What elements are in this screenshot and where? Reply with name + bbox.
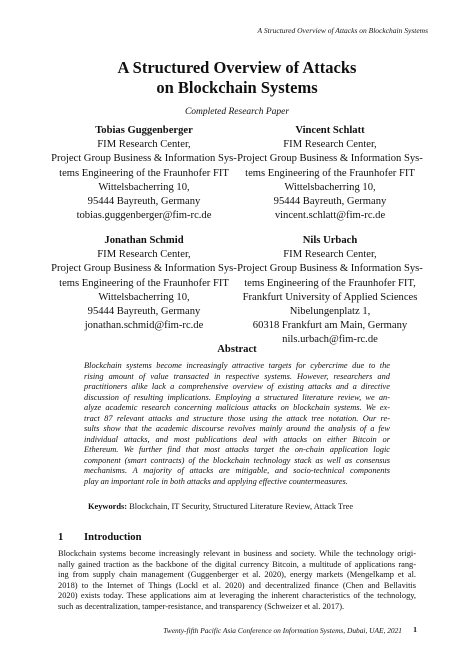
body-line: ing from supply chain management (Guggenberger et al. 2020), energy markets (Mengelkamp et al. xyxy=(58,570,416,580)
author-email: tobias.guggenberger@fim-rc.de xyxy=(76,210,212,222)
author-affiliation: Project Group Business & Information Sys- xyxy=(237,263,423,275)
author-affiliation: FIM Research Center, xyxy=(283,139,377,151)
body-line: such as decentralization, tamper-resistance, and transparency (Schweizer et al. 2017). xyxy=(58,601,345,611)
author-address: 60318 Frankfurt am Main, Germany xyxy=(252,320,408,332)
abstract-line: tract 87 relevant attacks and structure those using the attack tree notation. Our re- xyxy=(84,413,390,423)
author-affiliation: tems Engineering of the Fraunhofer FIT xyxy=(59,277,229,289)
body-line: 2018) to the Internet of Things (Lockl et al. 2020) and decentralized finance (Chen and Bellavitis xyxy=(58,580,416,590)
author-address: 95444 Bayreuth, Germany xyxy=(87,196,201,208)
author-email: nils.urbach@fim-rc.de xyxy=(282,334,378,346)
author-name: Tobias Guggenberger xyxy=(95,125,193,136)
author-affiliation: FIM Research Center, xyxy=(97,139,191,151)
body-line: nally gained traction as the backbone of the digital currency Bitcoin, a multitude of applications rang- xyxy=(58,559,416,569)
author-address: Wittelsbacherring 10, xyxy=(98,181,190,193)
keywords-list: Blockchain, IT Security, Structured Literature Review, Attack Tree xyxy=(129,502,354,511)
author-address: 95444 Bayreuth, Germany xyxy=(273,196,387,208)
abstract-line: rising amount of value transacted in respective systems. However, researchers and xyxy=(84,371,390,381)
keywords-label: Keywords: xyxy=(88,502,128,511)
abstract-heading: Abstract xyxy=(217,344,257,355)
keywords xyxy=(88,502,353,511)
abstract-line: mechanisms. A majority of attacks are mitigable, and socio-technical components xyxy=(84,466,390,476)
author-affiliation: FIM Research Center, xyxy=(97,249,191,261)
author-affiliation: FIM Research Center, xyxy=(283,249,377,261)
author-block xyxy=(44,124,244,223)
section-title: Introduction xyxy=(84,532,142,543)
author-block xyxy=(230,234,430,348)
author-affiliation: Project Group Business & Information Sys- xyxy=(51,263,237,275)
paper-title xyxy=(0,58,474,98)
author-name: Jonathan Schmid xyxy=(104,235,184,246)
author-affiliation: tems Engineering of the Fraunhofer FIT xyxy=(59,167,229,179)
author-email: vincent.schlatt@fim-rc.de xyxy=(274,210,386,222)
abstract-line: play an important role in both attacks and applying effective countermeasures. xyxy=(84,477,348,487)
author-name: Vincent Schlatt xyxy=(295,125,365,136)
abstract-line: discussion of resulting implications. Employing a structured literature review, we an- xyxy=(84,392,390,402)
title-line-1: A Structured Overview of Attacks xyxy=(117,58,357,77)
author-address: Wittelsbacherring 10, xyxy=(284,181,376,193)
section-heading xyxy=(58,532,142,543)
section-number: 1 xyxy=(58,532,64,543)
intro-paragraph xyxy=(58,549,416,612)
footer-text: Twenty-fifth Pacific Asia Conference on Information Systems, Dubai, UAE, 2021 xyxy=(163,626,402,635)
abstract-line: sults show that the academic discourse revolves mainly around the analysis of a few xyxy=(84,424,390,434)
page-footer xyxy=(163,626,402,635)
body-line: 2020) exists today. These applications aim at leveraging the inherent characteristics of the technology, xyxy=(58,591,416,601)
author-name: Nils Urbach xyxy=(302,235,358,246)
abstract-line: individual attacks, and most publications deal with attacks on either Bitcoin or xyxy=(84,434,390,444)
running-header: A Structured Overview of Attacks on Blockchain Systems xyxy=(257,26,428,35)
author-affiliation: Project Group Business & Information Sys- xyxy=(237,153,423,165)
author-address: Wittelsbacherring 10, xyxy=(98,291,190,303)
paper-type: Completed Research Paper xyxy=(184,107,290,117)
page-number: 1 xyxy=(413,625,417,634)
abstract-line: alyze academic research concerning malicious attacks on blockchain systems. We ex- xyxy=(84,403,390,413)
body-line: Blockchain systems become increasingly relevant in business and society. While the technology origi- xyxy=(58,549,416,558)
author-affiliation: Project Group Business & Information Sys- xyxy=(51,153,237,165)
abstract-text xyxy=(84,361,390,488)
abstract-line: Blockchain systems become increasingly attractive targets for cybercrime due to the xyxy=(84,361,390,370)
author-address: 95444 Bayreuth, Germany xyxy=(87,306,201,318)
title-line-2: on Blockchain Systems xyxy=(156,78,318,97)
author-affiliation: Frankfurt University of Applied Sciences xyxy=(242,291,418,303)
author-affiliation: tems Engineering of the Fraunhofer FIT, xyxy=(244,277,416,289)
author-block xyxy=(230,124,430,223)
abstract-line: component (smart contracts) of the blockchain technology stack as well as consensus xyxy=(84,455,390,465)
author-email: jonathan.schmid@fim-rc.de xyxy=(84,320,204,332)
author-block xyxy=(44,234,244,333)
abstract-line: practitioners alike lack a comprehensive overview of existing attacks and a directive xyxy=(84,382,390,392)
abstract-line: Ethereum. We further find that most attacks target the on-chain application logic xyxy=(84,445,390,455)
author-affiliation: tems Engineering of the Fraunhofer FIT xyxy=(245,167,415,179)
author-address: Nibelungenplatz 1, xyxy=(289,306,371,318)
